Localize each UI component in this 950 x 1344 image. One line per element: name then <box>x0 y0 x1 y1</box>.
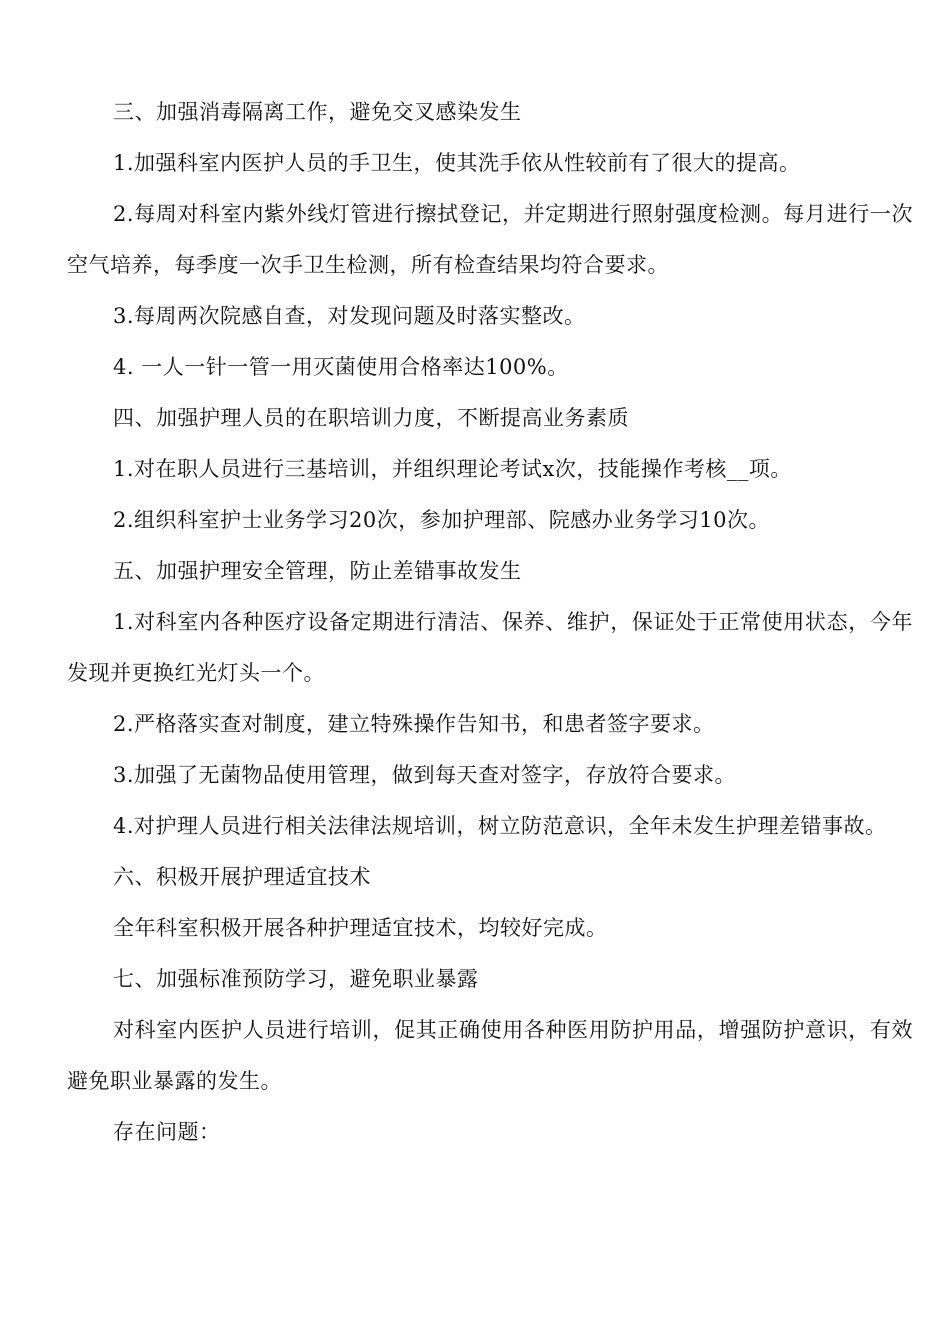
list-item: 2.每周对科室内紫外线灯管进行擦拭登记，并定期进行照射强度检测。每月进行一次空气培养，每季度一次手卫生检测，所有检查结果均符合要求。 <box>67 202 913 277</box>
body-paragraph: 对科室内医护人员进行培训，促其正确使用各种医用防护用品，增强防护意识，有效避免职业暴露的发生。 <box>67 1018 913 1093</box>
issues-heading: 存在问题： <box>113 1120 221 1144</box>
section-heading-techniques: 六、积极开展护理适宜技术 <box>113 865 371 889</box>
list-item: 1.对科室内各种医疗设备定期进行清洁、保养、维护，保证处于正常使用状态，今年发现并更换红光灯头一个。 <box>67 610 913 685</box>
body-paragraph: 全年科室积极开展各种护理适宜技术，均较好完成。 <box>113 916 608 940</box>
section-heading-safety: 五、加强护理安全管理，防止差错事故发生 <box>113 559 522 583</box>
list-item: 4. 一人一针一管一用灭菌使用合格率达100%。 <box>113 355 569 379</box>
list-item: 3.每周两次院感自查，对发现问题及时落实整改。 <box>113 304 586 328</box>
list-item: 4.对护理人员进行相关法律法规培训，树立防范意识，全年未发生护理差错事故。 <box>113 814 887 838</box>
section-heading-training: 四、加强护理人员的在职培训力度，不断提高业务素质 <box>113 406 629 430</box>
section-heading-disinfection: 三、加强消毒隔离工作，避免交叉感染发生 <box>113 100 522 124</box>
list-item: 3.加强了无菌物品使用管理，做到每天查对签字，存放符合要求。 <box>113 763 737 787</box>
section-heading-prevention: 七、加强标准预防学习，避免职业暴露 <box>113 967 479 991</box>
document-body <box>67 87 913 1158</box>
list-item: 2.严格落实查对制度，建立特殊操作告知书，和患者签字要求。 <box>113 712 715 736</box>
list-item: 2.组织科室护士业务学习20次，参加护理部、院感办业务学习10次。 <box>113 508 770 532</box>
list-item: 1.加强科室内医护人员的手卫生，使其洗手依从性较前有了很大的提高。 <box>113 151 801 175</box>
list-item: 1.对在职人员进行三基培训，并组织理论考试x次，技能操作考核__项。 <box>113 457 792 481</box>
